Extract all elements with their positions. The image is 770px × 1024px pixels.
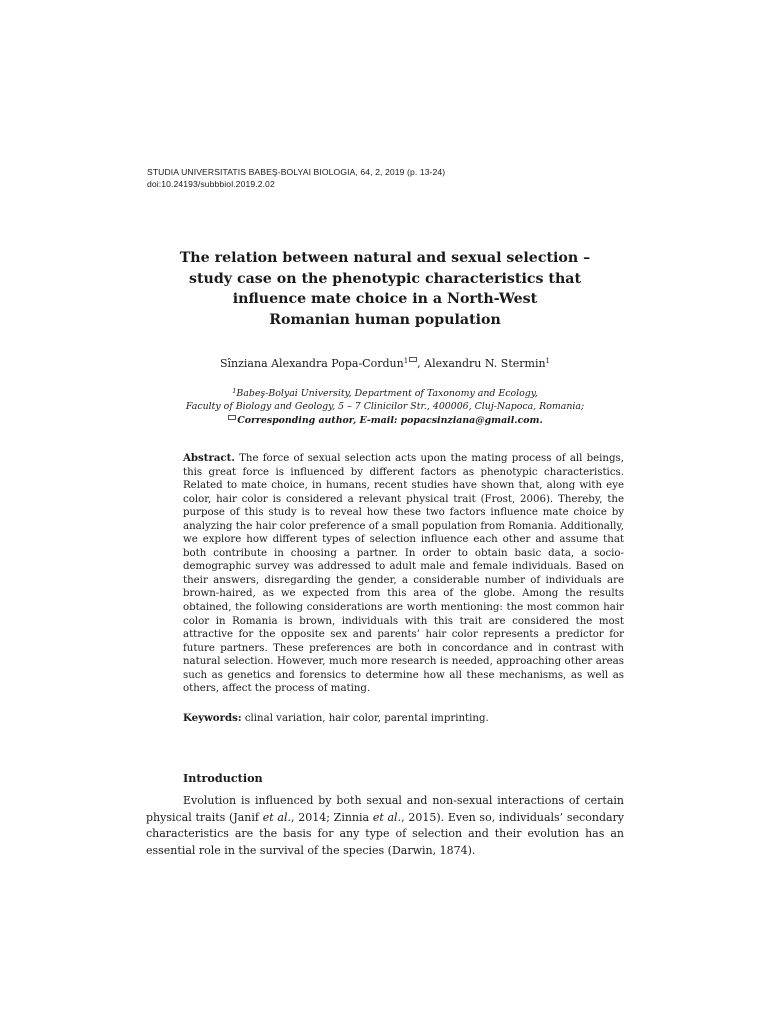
body-paragraph bbox=[146, 793, 624, 859]
journal-citation: STUDIA UNIVERSITATIS BABEŞ-BOLYAI BIOLOGIA, 64, 2, 2019 (p. 13-24) bbox=[147, 167, 446, 177]
envelope-icon bbox=[228, 415, 236, 420]
affiliation-marker: 1 bbox=[403, 357, 409, 365]
paragraph-text: Evolution is influenced by both sexual and non-sexual interactions of certain physical traits (Janif bbox=[146, 794, 624, 824]
paragraph-italic: et al. bbox=[372, 810, 402, 824]
title-line: Romanian human population bbox=[269, 312, 501, 329]
keywords-text: clinal variation, hair color, parental imprinting. bbox=[241, 713, 489, 724]
abstract-text: The force of sexual selection acts upon the mating process of all beings, this great force is influenced by different factors as phenotypic characteristics. Related to mate choice, in humans, recent studies have shown that, along with eye color, hair color is considered a relevant physical trait (Frost, 2006). Thereby, the purpose of this study is to reveal how these two factors influence mate choice by analyzing the hair color preference of a small population from Romania. Additionally, we explore how different types of selection influence each other and assume that both contribute in choosing a partner. In order to obtain basic data, a socio-demographic survey was addressed to adult male and female individuals. Based on their answers, disregarding the gender, a considerable number of individuals are brown-haired, as we expected from this area of the globe. Among the results obtained, the following considerations are worth mentioning: the most common hair color in Romania is brown, individuals with this trait are considered the most attractive for the opposite sex and parents’ hair color represents a predictor for future partners. These preferences are both in concordance and in contrast with natural selection. However, much more research is needed, approaching other areas such as genetics and forensics to determine how all these mechanisms, as well as others, affect the process of mating. bbox=[183, 453, 624, 695]
paragraph-italic: et al. bbox=[262, 810, 291, 824]
affiliation-line: Babeş-Bolyai University, Department of Taxonomy and Ecology, bbox=[236, 388, 538, 399]
keywords-label: Keywords: bbox=[183, 712, 242, 724]
affiliation-line: Faculty of Biology and Geology, 5 – 7 Clinicilor Str., 400006, Cluj-Napoca, Romania; bbox=[185, 401, 585, 413]
paper-title bbox=[140, 248, 630, 331]
journal-header bbox=[147, 166, 445, 190]
author-separator: , bbox=[417, 357, 425, 370]
abstract bbox=[183, 452, 624, 696]
corresponding-author: Corresponding author, E-mail: popacsinziana@gmail.com. bbox=[237, 414, 543, 426]
affiliation bbox=[140, 385, 630, 427]
abstract-label: Abstract. bbox=[183, 452, 235, 464]
author-name: Alexandru N. Stermin bbox=[424, 357, 546, 370]
paragraph-text: , 2014; Zinnia bbox=[290, 810, 373, 824]
affiliation-marker: 1 bbox=[232, 387, 237, 395]
author-list bbox=[140, 354, 630, 371]
title-line: The relation between natural and sexual selection – bbox=[179, 250, 591, 266]
doi: doi:10.24193/subbbiol.2019.2.02 bbox=[147, 179, 275, 189]
title-line: study case on the phenotypic characteristics that bbox=[188, 270, 582, 287]
envelope-icon bbox=[409, 357, 417, 362]
keywords bbox=[183, 711, 489, 726]
author-name: Sînziana Alexandra Popa-Cordun bbox=[219, 357, 404, 370]
paragraph-text: , 2015). Even so, individuals’ secondary characteristics are the basis for any type of selection and their evolution has an essential role in the survival of the species (Darwin, 1874). bbox=[146, 810, 625, 857]
section-heading: Introduction bbox=[183, 771, 263, 785]
affiliation-marker: 1 bbox=[545, 357, 551, 365]
title-line: influence mate choice in a North-West bbox=[232, 291, 538, 308]
